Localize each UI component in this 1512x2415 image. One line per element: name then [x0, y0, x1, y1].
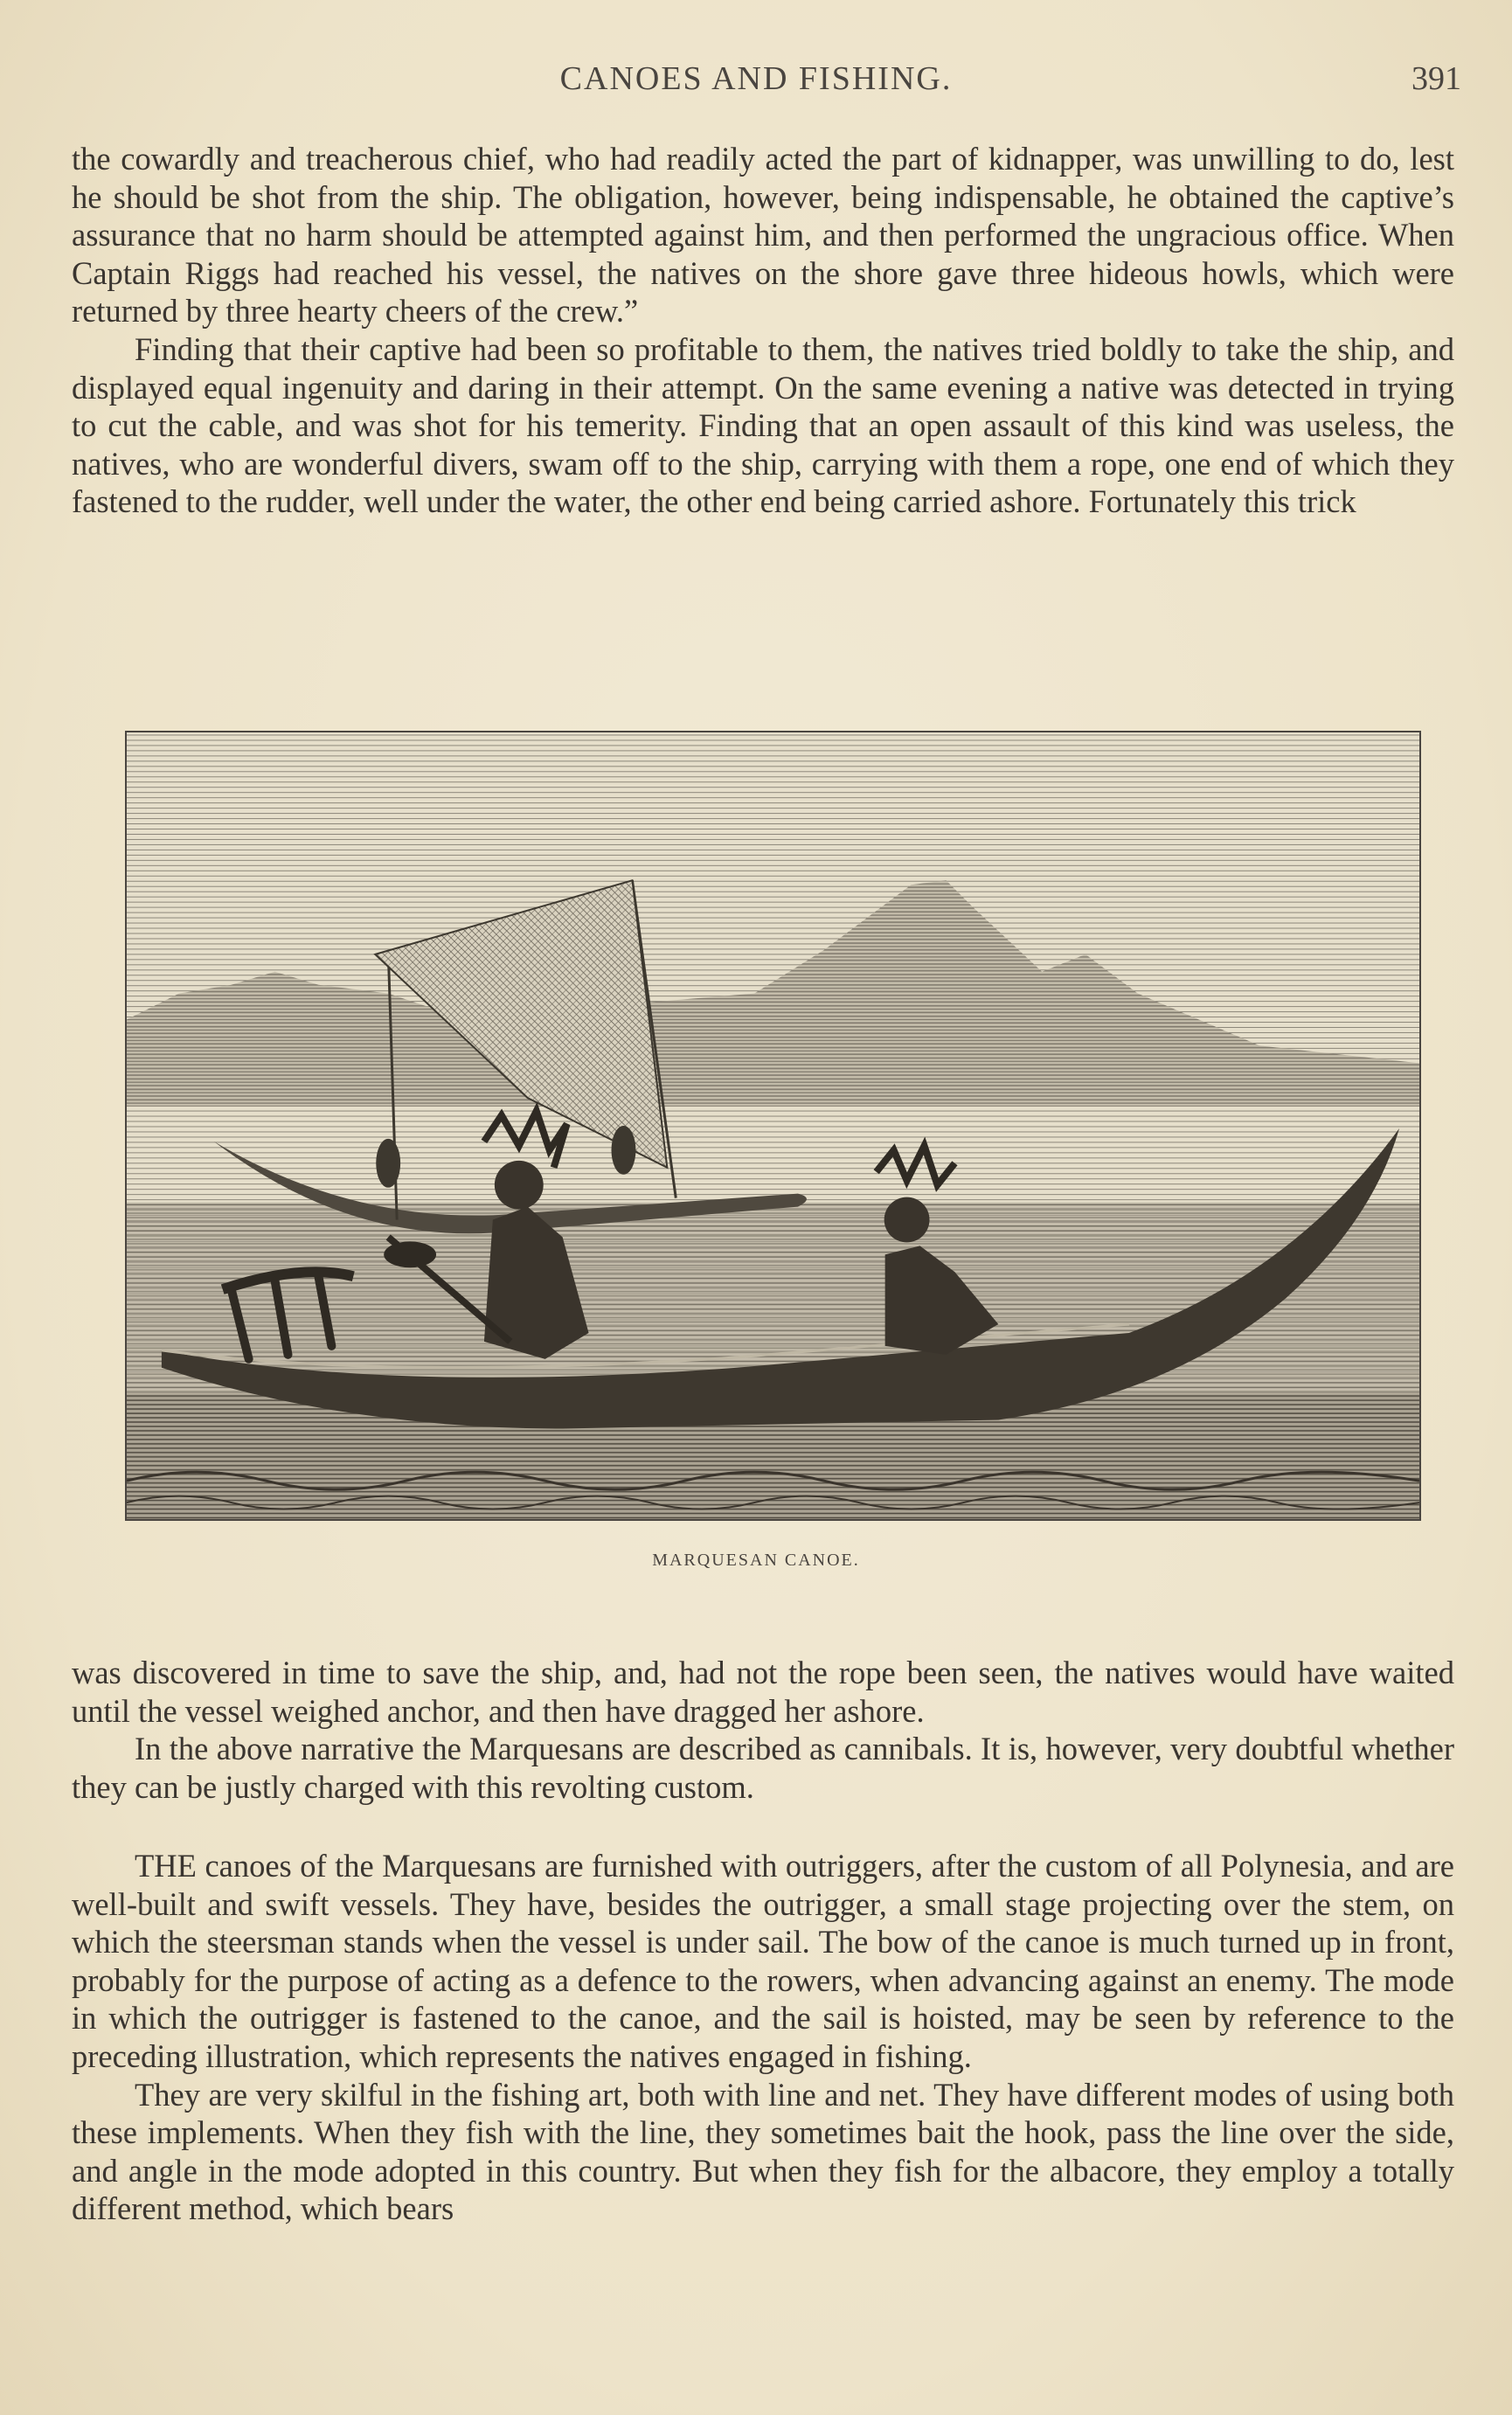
- running-head: CANOES AND FISHING.: [559, 60, 953, 97]
- page-header: [0, 59, 1512, 103]
- page-number: 391: [1411, 60, 1461, 97]
- paragraph: Finding that their captive had been so profitable to them, the natives tried boldly to take the ship, and displayed equal ingenuity and daring in their attempt. On the same evening a native was detected in trying to cut the cable, and was shot for his temerity. Finding that an open assault of this kind was useless, the natives, who are wonderful divers, swam off to the ship, carrying with them a rope, one end of which they fastened to the rudder, well under the water, the other end being carried ashore. Fortunately this trick: [72, 330, 1454, 520]
- illustration-marquesan-canoe: [125, 731, 1421, 1521]
- paragraph: THE canoes of the Marquesans are furnished with outriggers, after the custom of all Polynesia, and are well-built and swift vessels. They have, besides the outrigger, a small stage projecting over the stem, on which the steersman stands when the vessel is under sail. The bow of the canoe is much turned up in front, probably for the purpose of acting as a defence to the rowers, when advancing against an enemy. The mode in which the outrigger is fastened to the canoe, and the sail is hoisted, may be seen by reference to the preceding illustration, which represents the natives engaged in fishing.: [72, 1848, 1454, 2074]
- paragraph: They are very skilful in the fishing art, both with line and net. They have different modes of using both these implements. When they fish with the line, they sometimes bait the hook, pass the line over the side, and angle in the mode adopted in this country. But when they fish for the albacore, they employ a totally different method, which bears: [72, 2076, 1454, 2227]
- figure-caption: MARQUESAN CANOE.: [652, 1551, 860, 1570]
- paragraph: In the above narrative the Marquesans are described as cannibals. It is, however, very doubtful whether they can be justly charged with this revolting custom.: [72, 1731, 1454, 1805]
- text-block-middle: [72, 1654, 1454, 1806]
- text-block-bottom: [72, 1847, 1454, 2228]
- text-block-top: [72, 140, 1454, 521]
- engraving: [127, 732, 1419, 1519]
- paragraph: the cowardly and treacherous chief, who had readily acted the part of kidnapper, was unwilling to do, lest he should be shot from the ship. The obligation, however, being indispensable, he obtained the captive’s assurance that no harm should be attempted against him, and then performed the ungracious office. When Captain Riggs had reached his vessel, the natives on the shore gave three hideous howls, which were returned by three hearty cheers of the crew.”: [72, 141, 1454, 330]
- paragraph: was discovered in time to save the ship, and, had not the rope been seen, the natives would have waited until the vessel weighed anchor, and then have dragged her ashore.: [72, 1655, 1454, 1729]
